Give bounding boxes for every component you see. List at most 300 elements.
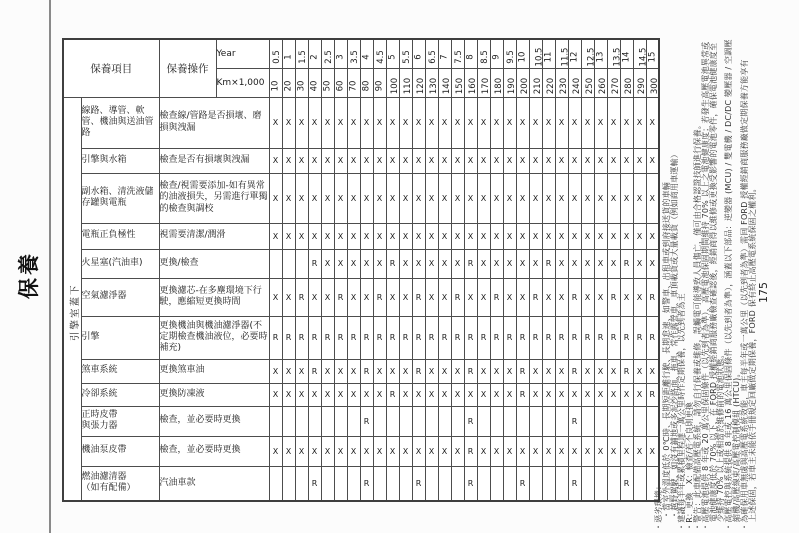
mark-cell: X [386,173,399,223]
mark-cell [542,466,555,501]
mark-cell: R [620,359,633,383]
mark-cell: R [529,316,542,359]
mark-cell [295,406,308,436]
mark-cell: X [646,173,659,223]
section-label: 保養 [17,251,41,299]
mark-cell [282,406,295,436]
item-cell: 燃油濾清器 （如有配備） [81,466,159,501]
mark-cell: X [425,383,438,406]
mark-cell: X [373,173,386,223]
mark-cell [529,466,542,501]
mark-cell: R [412,316,425,359]
mark-cell [386,466,399,501]
operation-cell: 更換/檢查 [159,249,269,278]
note-line: ・R：更換 X：檢查/若不良則更換 [685,401,695,531]
mark-cell: R [412,278,425,316]
mark-cell: X [555,436,568,466]
mark-cell [347,406,360,436]
mark-cell: X [490,436,503,466]
mark-cell: X [542,148,555,173]
mark-cell: X [568,223,581,249]
mark-cell [646,466,659,501]
item-cell: 煞車系統 [81,359,159,383]
mark-cell: X [477,278,490,316]
mark-cell: X [373,223,386,249]
year-tick-label: 8 [465,54,476,60]
mark-cell: X [451,97,464,148]
mark-cell [451,466,464,501]
mark-cell: X [581,278,594,316]
year-tick-label: 0.5 [271,50,282,65]
mark-cell: X [568,436,581,466]
year-tick [633,39,646,68]
km-tick-label: 70 [348,80,359,92]
km-tick-label: 30 [296,80,307,92]
mark-cell: X [620,436,633,466]
km-tick [620,68,633,97]
mark-cell: X [594,278,607,316]
mark-cell: X [399,97,412,148]
mark-cell: X [464,223,477,249]
mark-cell: R [581,316,594,359]
mark-cell: R [464,466,477,501]
mark-cell: X [425,436,438,466]
mark-cell: R [568,316,581,359]
year-tick-label: 1 [283,54,294,60]
km-tick [347,68,360,97]
mark-cell: X [477,249,490,278]
mark-cell: X [620,383,633,406]
mark-cell: X [542,173,555,223]
mark-cell: R [555,316,568,359]
mark-cell: X [633,223,646,249]
mark-cell: X [308,223,321,249]
mark-cell: X [347,383,360,406]
operation-cell: 汽油車款 [159,466,269,501]
mark-cell: X [529,359,542,383]
mark-cell: X [542,97,555,148]
mark-cell: X [451,383,464,406]
mark-cell [477,466,490,501]
mark-cell [529,406,542,436]
mark-cell: X [438,278,451,316]
mark-cell: X [399,148,412,173]
mark-cell: X [490,148,503,173]
mark-cell: R [568,466,581,501]
mark-cell: R [360,406,373,436]
mark-cell: X [347,173,360,223]
mark-cell: X [360,436,373,466]
mark-cell [607,406,620,436]
item-cell: 引擎 [81,316,159,359]
operation-cell: 檢查，並必要時更換 [159,436,269,466]
mark-cell: X [295,436,308,466]
mark-cell: X [581,223,594,249]
km-tick-label: 120 [415,77,426,95]
year-tick [412,39,425,68]
year-tick [347,39,360,68]
mark-cell: X [321,173,334,223]
mark-cell [334,406,347,436]
mark-cell: X [269,223,282,249]
maintenance-row [63,466,659,501]
km-tick-label: 80 [361,80,372,92]
km-tick-label: 300 [649,77,660,95]
mark-cell [477,406,490,436]
mark-cell: X [321,97,334,148]
mark-cell [542,406,555,436]
mark-cell [425,406,438,436]
item-cell: 火星塞(汽油車) [81,249,159,278]
mark-cell: X [321,436,334,466]
year-tick [321,39,334,68]
mark-cell: R [282,316,295,359]
mark-cell: X [425,173,438,223]
mark-cell [581,466,594,501]
mark-cell: X [542,359,555,383]
mark-cell: X [360,223,373,249]
mark-cell: X [477,173,490,223]
mark-cell: X [477,97,490,148]
km-tick [269,68,282,97]
year-tick [269,39,282,68]
note-line: ・越野駕駛、如沒有鋪地或多泥沙路面、拖車、常作露營車、車頂載貨或大量載貨（例如商用車運輸） [669,150,679,519]
mark-cell: X [386,97,399,148]
year-tick [555,39,568,68]
year-tick [399,39,412,68]
mark-cell: X [373,97,386,148]
mark-cell: X [308,148,321,173]
mark-cell: R [386,316,399,359]
mark-cell: X [347,359,360,383]
item-cell: 正時皮帶 與張力器 [81,406,159,436]
mark-cell: X [503,249,516,278]
mark-cell [269,406,282,436]
mark-cell: R [529,278,542,316]
mark-cell: X [438,223,451,249]
mark-cell: X [399,436,412,466]
mark-cell: X [425,148,438,173]
mark-cell: R [295,278,308,316]
year-tick-label: 2.5 [323,50,334,65]
mark-cell: R [412,466,425,501]
note-line: 縮機/高壓線束/高壓電控制模組 (HTCU)。 [732,369,741,522]
mark-cell: X [412,436,425,466]
mark-cell: X [373,249,386,278]
mark-cell: R [373,316,386,359]
mark-cell: X [633,97,646,148]
mark-cell: R [464,436,477,466]
mark-cell: X [282,173,295,223]
mark-cell: X [386,223,399,249]
mark-cell: X [399,223,412,249]
item-cell: 電瓶正負極性 [81,223,159,249]
mark-cell: X [646,249,659,278]
mark-cell: X [594,249,607,278]
item-cell: 機油泵皮帶 [81,436,159,466]
mark-cell: X [373,436,386,466]
km-tick [438,68,451,97]
year-tick [295,39,308,68]
km-tick-label: 100 [389,77,400,95]
mark-cell: X [477,223,490,249]
km-tick [295,68,308,97]
mark-cell: X [529,97,542,148]
mark-cell: X [334,249,347,278]
mark-cell: X [607,97,620,148]
mark-cell: X [464,278,477,316]
km-tick [451,68,464,97]
km-tick-label: 240 [571,77,582,95]
mark-cell: X [529,383,542,406]
mark-cell: X [568,97,581,148]
note-line: 電池健康度低於 70% 以下，在 FORD 授權經銷商服務廠檢查確認後，經銷商得以維修或更換受影響的電池零件，確保電池健康度至 [708,42,718,522]
mark-cell: X [568,383,581,406]
mark-cell: X [529,223,542,249]
mark-cell: X [295,97,308,148]
maintenance-row [63,436,659,466]
year-tick-label: 11.5 [559,47,570,67]
year-tick-label: 3 [335,54,346,60]
mark-cell: X [607,359,620,383]
mark-cell: X [516,436,529,466]
page-number: 175 [757,282,770,303]
mark-cell: X [360,148,373,173]
mark-cell: R [490,316,503,359]
mark-cell: X [282,223,295,249]
mark-cell: X [360,97,373,148]
mark-cell: X [581,249,594,278]
year-tick [464,39,477,68]
mark-cell: X [620,97,633,148]
operation-cell: 更換機油與機油濾淨器(不定期檢查機油液位，必要時補充) [159,316,269,359]
year-tick [386,39,399,68]
mark-cell: X [412,148,425,173]
mark-cell: X [490,223,503,249]
mark-cell: X [594,436,607,466]
mark-cell: X [282,383,295,406]
year-tick [503,39,516,68]
year-tick-label: 7 [439,54,450,60]
mark-cell: R [542,316,555,359]
mark-cell [438,466,451,501]
km-tick [516,68,529,97]
maintenance-row [63,173,659,223]
mark-cell: X [594,383,607,406]
mark-cell: X [321,383,334,406]
mark-cell: X [542,436,555,466]
mark-cell: R [646,316,659,359]
mark-cell: X [477,148,490,173]
mark-cell: X [321,223,334,249]
mark-cell: X [542,223,555,249]
maintenance-row [63,223,659,249]
mark-cell: R [646,383,659,406]
mark-cell: X [425,278,438,316]
mark-cell [451,406,464,436]
mark-cell: R [269,316,282,359]
km-tick [373,68,386,97]
mark-cell: X [555,97,568,148]
year-tick-label: 5.5 [401,50,412,65]
mark-cell: X [451,249,464,278]
mark-cell: R [568,359,581,383]
operation-cell: 檢查/視需要添加-如有異常的油液損失，另需進行單獨的檢查與調校 [159,173,269,223]
mark-cell: X [334,436,347,466]
year-tick-label: 6.5 [427,50,438,65]
mark-cell: R [490,278,503,316]
mark-cell: R [347,316,360,359]
mark-cell: X [412,383,425,406]
mark-cell [633,406,646,436]
mark-cell: X [438,148,451,173]
mark-cell: R [360,359,373,383]
mark-cell: X [425,359,438,383]
km-tick-label: 190 [506,77,517,95]
mark-cell: X [633,173,646,223]
mark-cell: R [516,383,529,406]
note-line: ・建議每半年或累積里程達一萬公里時作定期保養，以先到者為主 [677,293,687,531]
mark-cell [373,406,386,436]
year-header-row [63,39,659,68]
mark-cell: X [503,173,516,223]
mark-cell: R [399,316,412,359]
mark-cell: R [464,249,477,278]
year-tick-label: 15 [647,51,658,63]
mark-cell: X [594,97,607,148]
mark-cell [373,466,386,501]
km-tick-label: 130 [428,77,439,95]
mark-cell: X [451,148,464,173]
operation-cell: 視需要清潔/潤滑 [159,223,269,249]
km-tick-label: 150 [454,77,465,95]
mark-cell: X [646,97,659,148]
year-tick [334,39,347,68]
mark-cell: X [516,278,529,316]
operation-cell: 檢查線/管路是否損壞、磨損與洩漏 [159,97,269,148]
mark-cell: R [516,316,529,359]
mark-cell: X [321,148,334,173]
mark-cell: R [360,466,373,501]
year-tick-label: 9 [491,54,502,60]
maintenance-row [63,278,659,316]
item-cell: 引擎與水箱 [81,148,159,173]
mark-cell: X [633,383,646,406]
maintenance-row [63,148,659,173]
maintenance-table [62,38,660,502]
left-margin-rule [49,0,51,533]
year-tick-label: 7.5 [453,50,464,65]
mark-cell: R [464,359,477,383]
item-cell: 空氣濾淨器 [81,278,159,316]
mark-cell: X [464,173,477,223]
mark-cell: X [490,97,503,148]
mark-cell: R [386,383,399,406]
mark-cell: X [620,223,633,249]
mark-cell: X [477,359,490,383]
year-tick-label: 1.5 [297,50,308,65]
mark-cell: R [568,278,581,316]
mark-cell: X [334,148,347,173]
mark-cell: X [503,148,516,173]
mark-cell: R [295,316,308,359]
mark-cell: X [360,383,373,406]
year-tick [516,39,529,68]
km-tick-label: 110 [402,77,413,95]
mark-cell: X [633,359,646,383]
mark-cell: R [542,249,555,278]
mark-cell [516,406,529,436]
mark-cell: X [620,278,633,316]
mark-cell: X [399,249,412,278]
year-tick [451,39,464,68]
operation-cell: 更換煞車油 [159,359,269,383]
km-tick-label: 10 [270,80,281,92]
mark-cell: R [308,316,321,359]
mark-cell [646,406,659,436]
mark-cell: X [607,148,620,173]
year-tick-label: 13 [595,51,606,63]
mark-cell: R [334,278,347,316]
mark-cell: R [373,278,386,316]
mark-cell: X [334,359,347,383]
mark-cell: R [620,316,633,359]
km-unit-label: Km×1,000 [216,68,269,97]
mark-cell: X [451,223,464,249]
year-tick-label: 3.5 [349,50,360,65]
km-tick-label: 160 [467,77,478,95]
km-tick [503,68,516,97]
mark-cell: X [334,223,347,249]
mark-cell: R [412,359,425,383]
mark-cell: X [451,436,464,466]
mark-cell [308,406,321,436]
mark-cell: X [490,173,503,223]
km-tick-label: 20 [283,80,294,92]
km-tick-label: 180 [493,77,504,95]
mark-cell: X [477,436,490,466]
mark-cell: R [360,316,373,359]
mark-cell [490,466,503,501]
km-tick-label: 140 [441,77,452,95]
mark-cell: R [516,359,529,383]
km-tick [529,68,542,97]
mark-cell: R [503,316,516,359]
mark-cell: X [555,383,568,406]
mark-cell [503,406,516,436]
year-tick-label: 5 [387,54,398,60]
mark-cell: X [386,148,399,173]
mark-cell [425,466,438,501]
km-tick [581,68,594,97]
note-line: ・警告：此車配備高壓電系統，請勿自行保養或維修，誤觸電可能導致人員傷亡，僅可由合格認證技師進行保養。 [693,121,702,531]
mark-cell: X [555,249,568,278]
mark-cell: X [386,278,399,316]
mark-cell: X [529,148,542,173]
km-tick-label: 90 [374,80,385,92]
km-tick-label: 270 [610,77,621,95]
mark-cell: X [399,359,412,383]
mark-cell: X [633,249,646,278]
mark-cell: X [516,148,529,173]
year-tick [477,39,490,68]
year-tick-label: 10.5 [533,47,544,67]
note-line: 上述保固，若車主未能依手冊規定回廠做定期保養，FORD 保有終止高壓電系統保固之權利。 [747,184,757,522]
mark-cell: X [555,148,568,173]
mark-cell: X [347,148,360,173]
mark-cell [503,466,516,501]
mark-cell: X [529,249,542,278]
